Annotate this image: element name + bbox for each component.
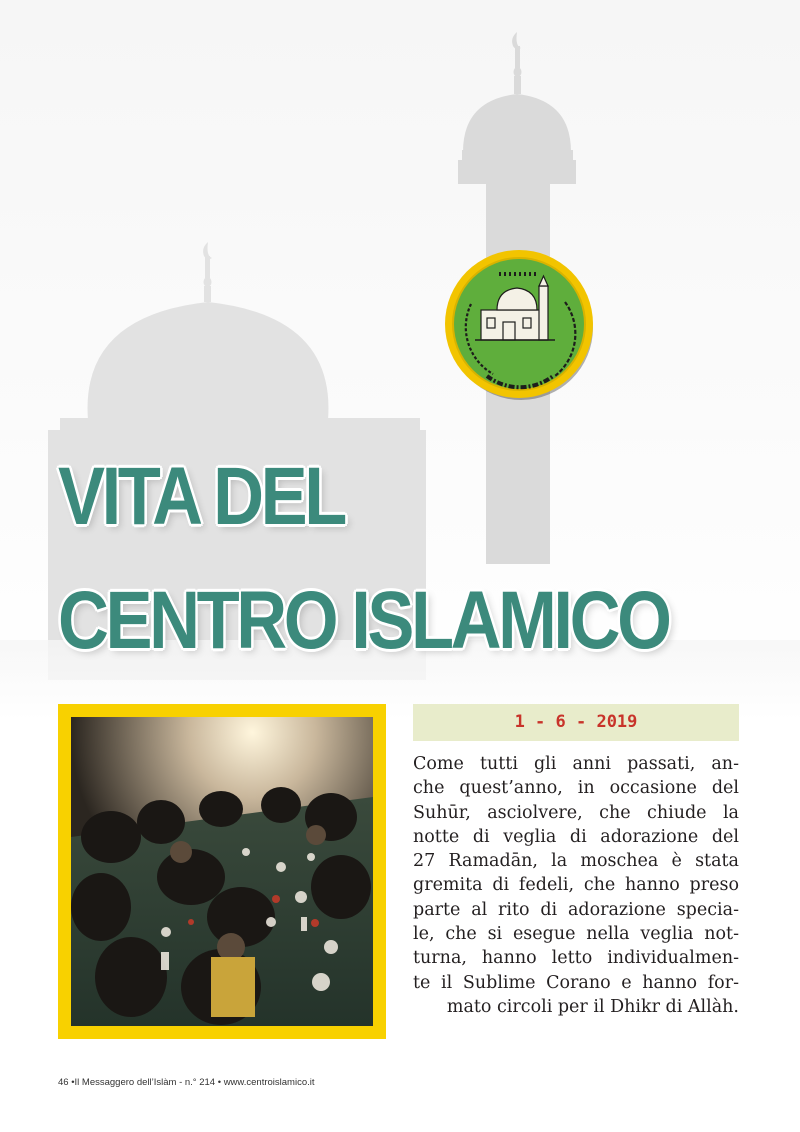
article-line: turna, hanno letto individualmen- xyxy=(413,948,739,969)
photo-frame xyxy=(58,704,386,1039)
article-line: 27 Ramadān, la moschea è stata xyxy=(413,851,739,872)
page-footer: 46 •Il Messaggero dell’Islàm - n.° 214 • www.centroislamico.it xyxy=(58,1077,315,1088)
page-title-line-1: VITA DEL xyxy=(58,451,344,542)
article-body xyxy=(413,752,739,1019)
article-line: che quest’anno, in occasione del xyxy=(413,778,739,799)
article-line: le, che si esegue nella veglia not- xyxy=(413,924,739,945)
page-title-line-2: CENTRO ISLAMICO xyxy=(58,575,669,666)
article-date: 1 - 6 - 2019 xyxy=(413,704,739,741)
article-line: notte di veglia di adorazione del xyxy=(413,826,739,847)
event-photo xyxy=(71,717,373,1026)
article-line: mato circoli per il Dhikr di Allàh. xyxy=(446,996,739,1017)
article-line: parte al rito di adorazione specia- xyxy=(413,899,739,920)
article-line: te il Sublime Corano e hanno for- xyxy=(413,972,739,993)
article-line: Come tutti gli anni passati, an- xyxy=(413,754,739,774)
article-line: gremita di fedeli, che hanno preso xyxy=(413,875,739,896)
centro-islamico-logo xyxy=(443,248,595,400)
article-line: Suhūr, asciolvere, che chiude la xyxy=(413,802,739,823)
